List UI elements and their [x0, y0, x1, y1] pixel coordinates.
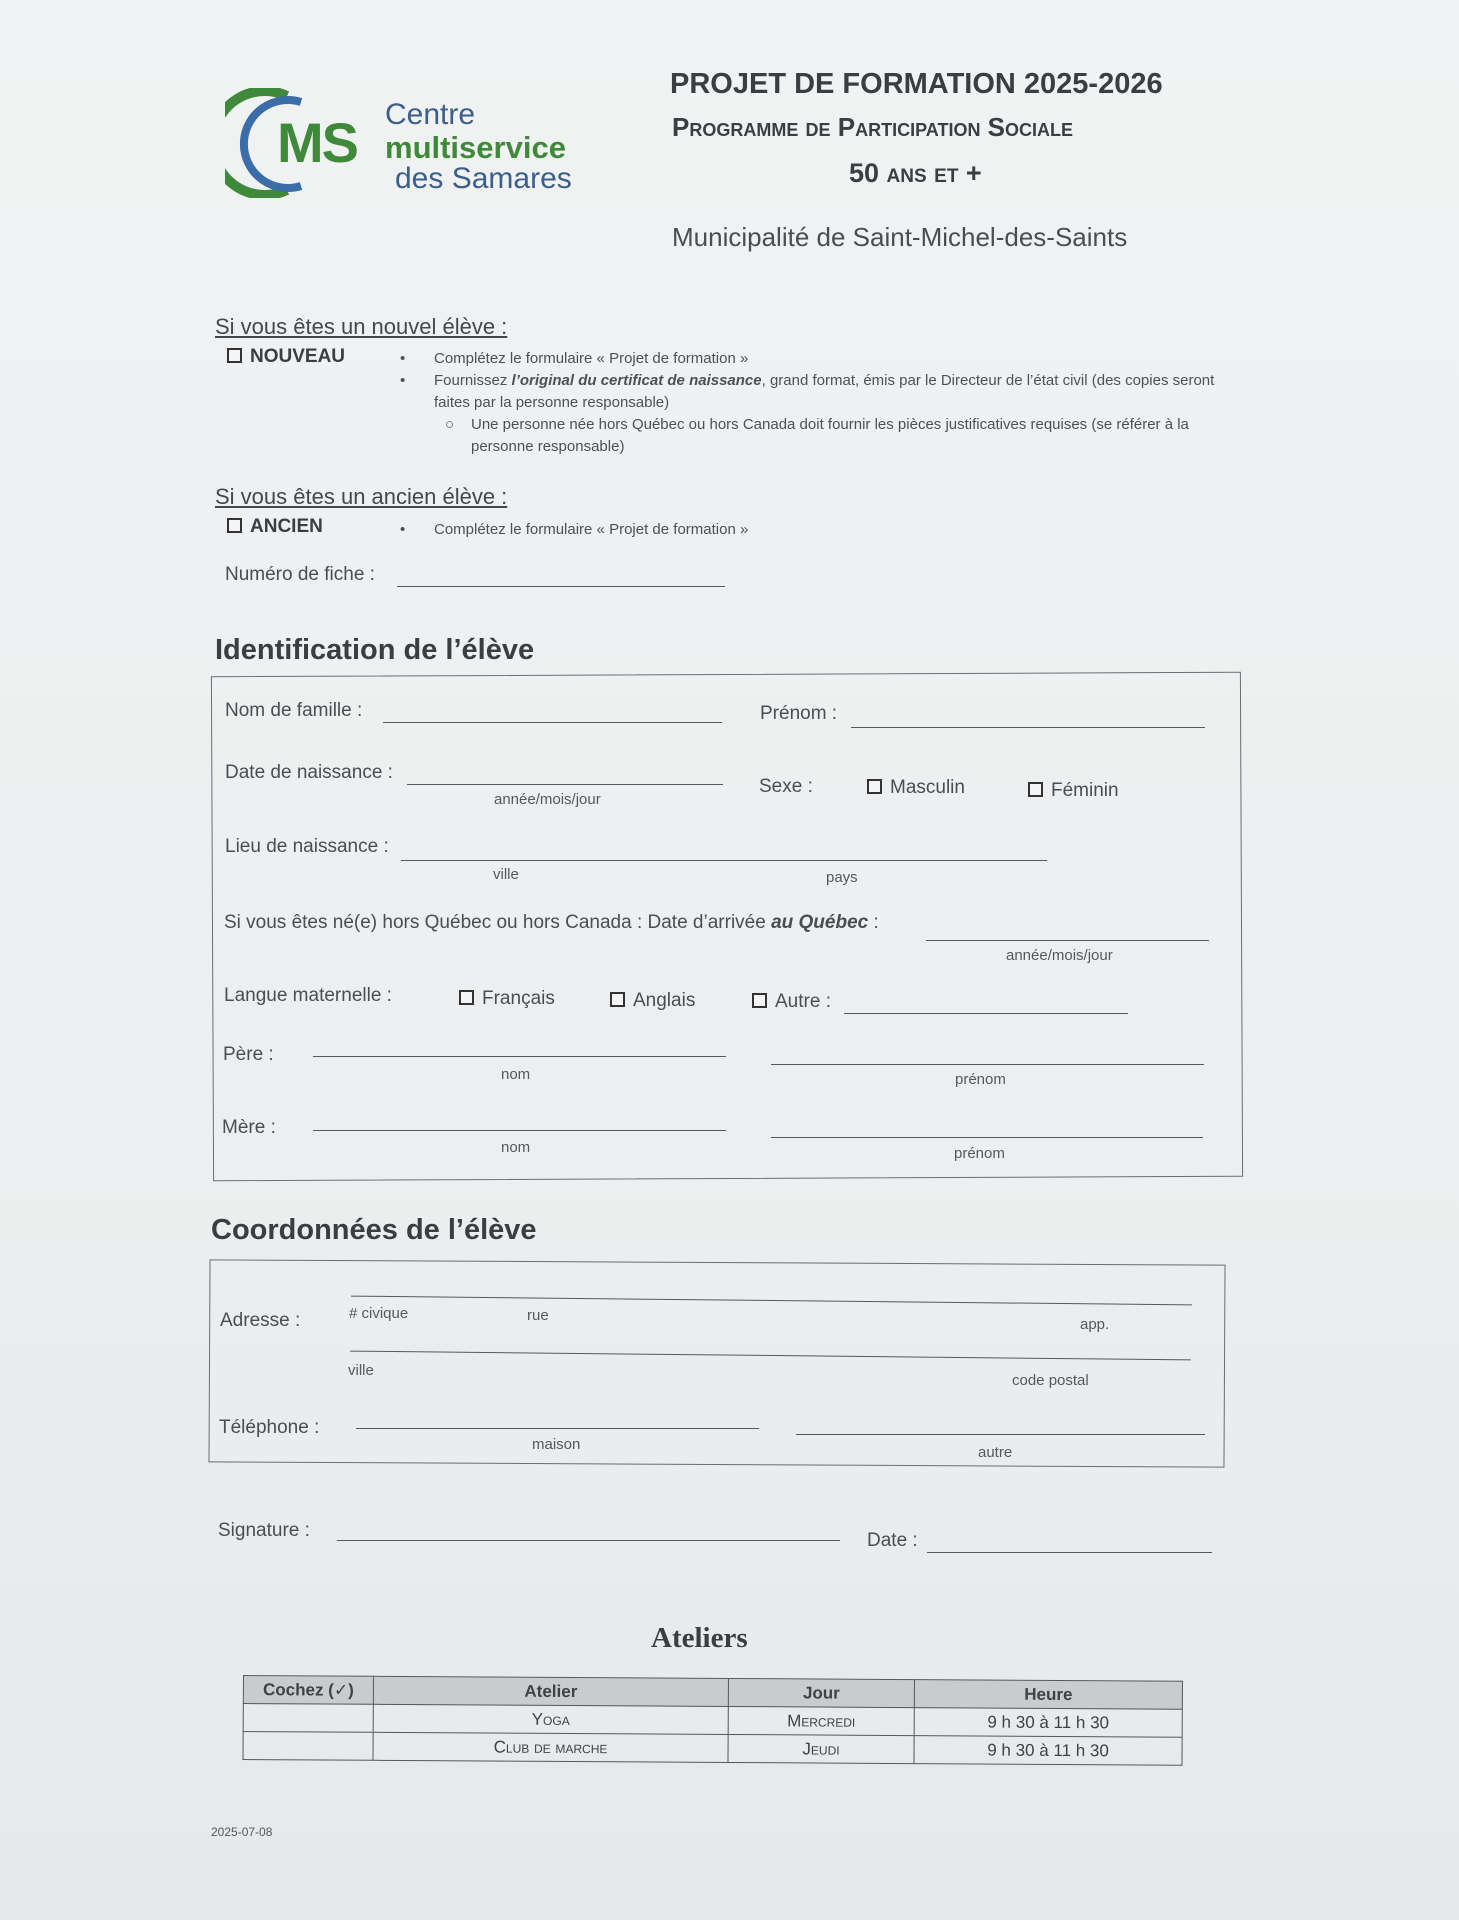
nouveau-checkbox-box[interactable]: [227, 348, 242, 363]
atelier-cell: Club de marche: [373, 1732, 728, 1762]
new-bullet-2-line2: faites par la personne responsable): [434, 394, 670, 411]
french-checkbox[interactable]: [459, 990, 474, 1005]
signature-date-label: Date :: [867, 1530, 918, 1551]
new-student-heading: Si vous êtes un nouvel élève :: [215, 314, 508, 339]
contact-title: Coordonnées de l’élève: [211, 1214, 537, 1246]
new-bullet-1: Complétez le formulaire « Projet de formation »: [434, 350, 749, 367]
new-bullet-2-post: , grand format, émis par le Directeur de l’état civil (des copies seront: [761, 372, 1215, 389]
bullet-dot: •: [400, 521, 406, 538]
father-first-name-field[interactable]: [771, 1064, 1204, 1065]
heure-cell: 9 h 30 à 11 h 30: [914, 1708, 1182, 1738]
header-heure: Heure: [914, 1680, 1182, 1710]
mother-label: Mère :: [222, 1117, 276, 1138]
english-option[interactable]: [610, 990, 695, 1012]
other-language-label: Autre :: [775, 991, 831, 1012]
birth-country-hint: pays: [826, 869, 858, 886]
logo-monogram: MS: [277, 111, 357, 174]
mother-last-name-field[interactable]: [313, 1130, 726, 1131]
male-checkbox[interactable]: [867, 779, 882, 794]
male-label: Masculin: [890, 777, 965, 798]
mother-tongue-label: Langue maternelle :: [224, 985, 392, 1006]
other-phone-field[interactable]: [796, 1434, 1205, 1435]
french-option[interactable]: [459, 988, 555, 1010]
address-label: Adresse :: [220, 1310, 301, 1331]
birth-city-hint: ville: [493, 866, 519, 883]
bullet-dot: •: [400, 350, 406, 367]
arrival-emphasis: au Québec: [771, 912, 869, 933]
sex-label: Sexe :: [759, 776, 813, 797]
old-bullet-1: Complétez le formulaire « Projet de formation »: [434, 521, 749, 538]
file-number-field[interactable]: [397, 586, 725, 587]
old-student-heading: Si vous êtes un ancien élève :: [215, 484, 508, 509]
father-label: Père :: [223, 1044, 274, 1065]
check-cell[interactable]: [243, 1704, 373, 1733]
age-group: 50 ans et +: [849, 158, 982, 188]
signature-date-field[interactable]: [927, 1552, 1212, 1553]
arrival-date-field[interactable]: [926, 940, 1209, 941]
header-check: Cochez (✓): [243, 1676, 373, 1705]
other-language-option[interactable]: [752, 991, 831, 1013]
heure-cell: 9 h 30 à 11 h 30: [914, 1736, 1182, 1766]
english-checkbox[interactable]: [610, 992, 625, 1007]
postal-code-hint: code postal: [1012, 1372, 1089, 1389]
female-option[interactable]: [1028, 780, 1119, 802]
new-sub-bullet-line2: personne responsable): [471, 438, 625, 455]
new-sub-bullet-line1: Une personne née hors Québec ou hors Canada doit fournir les pièces justificatives requises (se référer à la: [471, 416, 1189, 433]
new-bullet-2-emphasis: l’original du certificat de naissance: [511, 372, 762, 389]
ancien-label: ANCIEN: [250, 516, 323, 537]
footer-date: 2025-07-08: [211, 1825, 273, 1839]
workshops-title: Ateliers: [651, 1622, 748, 1654]
identification-title: Identification de l’élève: [215, 634, 535, 666]
father-nom-hint: nom: [501, 1066, 531, 1083]
female-checkbox[interactable]: [1028, 782, 1043, 797]
father-prenom-hint: prénom: [955, 1071, 1006, 1088]
file-number-label: Numéro de fiche :: [225, 564, 375, 585]
female-label: Féminin: [1051, 780, 1119, 801]
home-phone-field[interactable]: [356, 1428, 759, 1429]
nouveau-label: NOUVEAU: [250, 346, 346, 367]
form-subtitle: Programme de Participation Sociale: [672, 112, 1074, 142]
logo-line2: multiservice: [385, 130, 566, 165]
logo-line1: Centre: [385, 98, 476, 131]
arrival-date-label: [224, 912, 879, 934]
birth-date-label: Date de naissance :: [225, 762, 393, 783]
other-phone-hint: autre: [978, 1444, 1013, 1461]
city-hint: ville: [348, 1362, 374, 1379]
new-bullet-2: [434, 372, 1214, 389]
birth-place-field[interactable]: [401, 860, 1047, 861]
arrival-post: :: [868, 912, 879, 933]
jour-cell: Jeudi: [728, 1734, 914, 1763]
ancien-checkbox-box[interactable]: [227, 518, 242, 533]
header-atelier: Atelier: [373, 1676, 728, 1706]
street-hint: rue: [527, 1307, 549, 1324]
bullet-dot: •: [400, 372, 406, 389]
nouveau-checkbox[interactable]: [227, 346, 345, 368]
atelier-cell: Yoga: [373, 1704, 728, 1734]
table-row: [243, 1732, 1182, 1766]
sub-bullet-circle: ○: [445, 416, 455, 433]
first-name-field[interactable]: [851, 727, 1205, 728]
header-jour: Jour: [728, 1678, 914, 1707]
last-name-field[interactable]: [383, 722, 722, 723]
father-last-name-field[interactable]: [313, 1056, 726, 1057]
arrival-pre: Si vous êtes né(e) hors Québec ou hors Canada : Date d’arrivée: [224, 912, 772, 933]
home-phone-hint: maison: [532, 1436, 581, 1453]
civic-number-hint: # civique: [349, 1305, 409, 1322]
other-language-field[interactable]: [844, 1013, 1128, 1014]
jour-cell: Mercredi: [728, 1706, 914, 1735]
mother-prenom-hint: prénom: [954, 1145, 1005, 1162]
logo-line3: des Samares: [395, 162, 572, 195]
mother-first-name-field[interactable]: [771, 1137, 1203, 1138]
workshops-table: [242, 1675, 1183, 1766]
birth-place-label: Lieu de naissance :: [225, 836, 389, 857]
form-title: PROJET DE FORMATION 2025-2026: [670, 68, 1163, 100]
english-label: Anglais: [633, 990, 696, 1011]
birth-date-field[interactable]: [407, 784, 723, 785]
new-bullet-2-pre: Fournissez: [434, 372, 512, 389]
apt-hint: app.: [1080, 1316, 1110, 1333]
signature-label: Signature :: [218, 1520, 310, 1541]
signature-field[interactable]: [337, 1540, 840, 1541]
cms-logo: [225, 88, 585, 198]
french-label: Français: [482, 988, 555, 1009]
mother-nom-hint: nom: [501, 1139, 531, 1156]
check-cell[interactable]: [243, 1732, 373, 1761]
phone-label: Téléphone :: [219, 1417, 320, 1438]
arrival-date-hint: année/mois/jour: [1006, 947, 1113, 964]
first-name-label: Prénom :: [760, 703, 838, 724]
municipality: Municipalité de Saint-Michel-des-Saints: [672, 222, 1128, 252]
male-option[interactable]: [867, 777, 965, 799]
birth-date-hint: année/mois/jour: [494, 791, 601, 808]
last-name-label: Nom de famille :: [225, 700, 363, 721]
other-language-checkbox[interactable]: [752, 993, 767, 1008]
ancien-checkbox[interactable]: [227, 516, 323, 538]
